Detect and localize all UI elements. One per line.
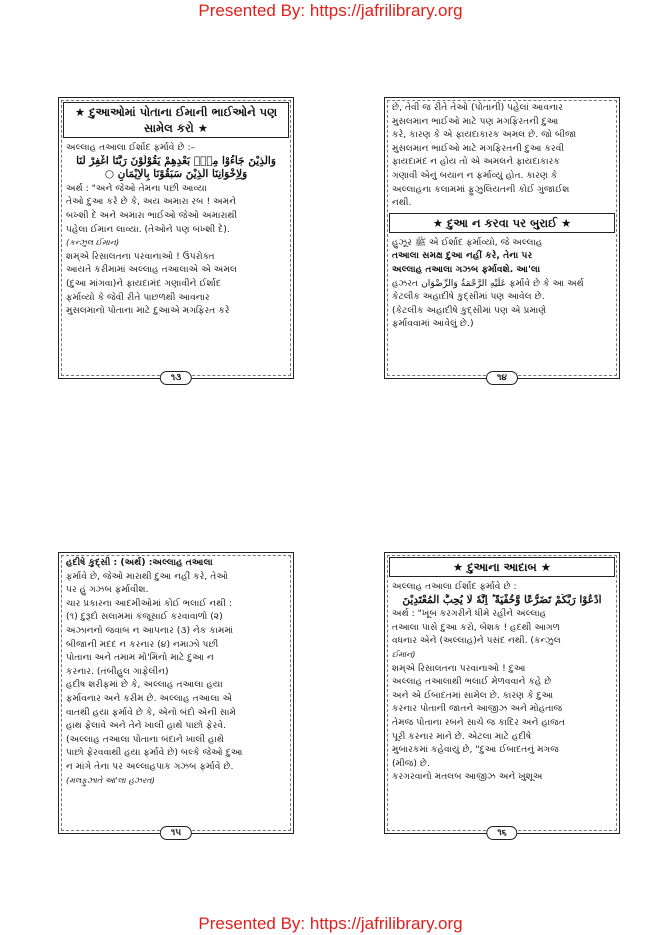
text-line: અને એ ઈબાદતમાં સામેલ છે. કારણ કે દુઆ [392,689,554,701]
text-line: મુસલમાન ભાઈઓ માટે મગફિરતની દુઆ કરવી [392,142,565,154]
text-line: શમ્એ રિસાલતના પરવાનાઓ ! ઉપરોક્ત [66,250,215,262]
text-line: બીજાની મદદ ન કરનાર (૪) નમાઝો પછી [66,638,219,650]
presented-by-banner-bottom[interactable]: Presented By: https://jafrilibrary.org [198,914,463,933]
text-line: મુબારકમાં કહેવાયું છે, "દુઆ ઈબાદતનું મગજ [392,744,559,756]
text-line: અલ્લાહ તઆલાથી ભલાઈ મેળવવાને કહે છે [392,676,552,688]
text-line: હદીષે કુદ્સી : (અર્થ) :અલ્લાહ તઆલા [66,557,213,568]
text-line: ફર્માવે છે, જેઓ મારાથી દુઆ નહીં કરે, તેઓ [66,570,229,582]
section-heading: ★ દુઆ ન કરવા પર બુરાઈ ★ [389,213,615,233]
text-line: અર્થ : "અને જેઓ તેમના પછી આવ્યા [66,182,207,194]
text-line: (દુઆ માંગવા)ને ફાયદામંદ ગણાવીને ઈર્શાદ [66,277,222,289]
text-line: વધનાર એને (અલ્લાહ)ને પસંદ નથી. (કન્ઝુલ [392,635,561,647]
text-line: તઆલા સમક્ષ દુઆ નહીં કરે, તેના પર [392,250,533,262]
text-line: મુસલમાન ભાઈઓ માટે પણ મગફિરતની દુઆ [392,115,559,127]
text-line: છે, તેવી જ રીતે તેઓ (પોતાની) પહેલાં આવનાર [392,102,564,113]
text-line: ફર્માવ્યો કે જેવી રીતે પાછળથી આવનાર [66,291,210,303]
text-line: હુઝૂર ﷺ એ ઈર્શાદ ફર્માવ્યો, જે અલ્લાહ [392,236,543,248]
text-line: અલ્લાહના કલામમાં ફુઝુલિયતની કોઈ ગુંજાઈશ [392,183,570,195]
text-line: વાતથી હયા ફર્માવે છે કે, એનો બંદો એની સામે [66,706,236,718]
text-line: અલ્લાહ તઆલા ગઝબ ફર્માવશે. આ'લા [392,263,541,275]
text-line: પહેલા ઈમાન લાવ્યા. (તેઓને પણ બખ્શી દે). [66,223,230,235]
text-line: તેમજ પોતાના રબને સાચે જ કાદિર અને હાજત [392,716,565,728]
arabic-verse: وَلِاِخْوَانِنَا الَّذِيْنَ سَبَقُوْنَا بِالْاِيْمَانِ ○ [104,168,248,181]
text-line: બખ્શી દે અને અમારા ભાઈઓ જેઓ અમારાથી [66,209,238,221]
citation: (કન્ઝુલ ઈમાન) [66,237,120,248]
text-line: ફર્માવનાર અને કરીમ છે. અલ્લાહ તઆલા એ [66,692,233,704]
text-line: હઝરત عَلَيْهِ الرَّحْمَةُ وَالرِّضْوَان ફર્માવે છે કે આ અર્થ [392,277,584,289]
text-line: (૧) દુરૂદો સલામમાં કંજૂસાઈ કરવાવાળો (૨) [66,611,223,623]
text-line: અલ્લાહ તઆલા ઈર્શાદ ફર્માવે છે : [392,581,517,592]
text-line: પોતાના અને તમામ મો'મિનો માટે દુઆ ન [66,652,214,664]
text-line: કરનાર. (તંબીહુલ ગાફેલીન) [66,665,169,677]
text-line: પર હું ગઝબ ફર્માવીશ. [66,584,149,596]
text-line: હાથ ફેલાવે અને તેને ખાલી હાથે પાછો ફેરવે. [66,720,226,732]
text-line: મુસલમાનો પોતાના માટે દુઆએ મગફિરત કરે [66,305,230,317]
book-page-16 [384,552,620,838]
citation: ઈમાન) [392,648,416,659]
text-line: કરે, કારણ કે એ ફાયદાકારક અમલ છે. જો બીજા [392,129,577,141]
page-number: ૧૩ [160,371,192,385]
citation: (મલફુઝાતે આ'લા હઝરત) [66,774,155,785]
book-page-13 [58,97,294,383]
text-line: અર્થ : "ખૂબ કરગરીને ધીમે રહીને અલ્લાહ [392,608,547,620]
text-line: ન માંગે તેના પર અલ્લાહપાક ગઝબ ફર્માવે છે. [66,760,234,772]
book-page-15 [58,552,294,838]
section-heading: ★ દુઆઓમાં પોતાના ઈમાની ભાઈઓને પણ સામેલ કરો ★ [63,102,289,138]
text-line: ફર્માવવામાં આવેલું છે.) [392,318,474,330]
text-line: આયતે કરીમામાં અલ્લાહ તઆલાએ એ અમલ [66,264,237,276]
text-line: ફાયદામંદ ન હોય તો એ અમલને ફાયદાકારક [392,156,560,168]
page-number: ૧૪ [486,371,518,385]
text-line: કેટલીક અહાદીષે કુદ્સીમાં પણ આવેલ છે. [392,291,545,303]
text-line: તેઓ દુઆ કરે છે કે, અય અમારા રબ ! અમને [66,196,237,208]
text-line: (મીજ) છે. [392,757,430,769]
text-line: (કેટલીક અહાદીષે કુદ્સીમાં પણ એ પ્રમાણે [392,304,547,316]
text-line: નથી. [392,197,412,209]
section-heading: ★ દુઆના આદાબ ★ [389,557,615,577]
text-line: તઆલા પાસે દુઆ કરો, બેશક ! હદથી આગળ [392,621,560,633]
text-line: પાછો ફેરવવાથી હયા ફર્માવે છે) બલ્કે જેઓ દુઆ [66,747,243,759]
text-line: અલ્લાહ તઆલા ઈર્શાદ ફર્માવે છે :– [66,142,196,153]
text-line: ચાર પ્રકારના આદમીઓમાં કોઈ ભલાઈ નથી : [66,597,232,609]
arabic-verse: اُدْعُوْا رَبَّكُمْ تَضَرُّعًا وَّخُفْيَةً ؕ اِنَّهٗ لَا يُحِبُّ الْمُعْتَدِيْنَ [402,593,602,606]
text-line: કરગરવાનો મતલબ આજીઝ અને ખુશૂઅ [392,771,543,783]
text-line: કરનાર પોતાની જાતને આજીઝ અને મોહતાજ [392,703,563,715]
book-page-14 [384,97,620,383]
text-line: અઝાનનો જવાબ ન આપનાર (૩) નેક કામમાં [66,624,234,636]
text-line: હદીષ શરીફમાં છે કે, અલ્લાહ તઆલા હયા [66,679,223,691]
text-line: (અલ્લાહ તઆલા પોતાના બંદાને ખાલી હાથે [66,733,224,745]
text-line: ગણાવી એનું બયાન ન ફર્માવ્યું હોત. કારણ કે [392,169,558,181]
text-line: પૂરી કરનાર માને છે. એટલા માટે હદીષે [392,730,532,742]
text-line: શમ્એ રિસાલતના પરવાનાઓ ! દુઆ [392,662,526,674]
page-number: ૧૫ [160,826,192,840]
arabic-verse: وَالَّذِيْنَ جَآءُوْا مِنْۢ بَعْدِهِمْ يَقُوْلُوْنَ رَبَّنَا اغْفِرْ لَنَا [76,154,276,167]
presented-by-banner-top[interactable]: Presented By: https://jafrilibrary.org [198,1,463,20]
page-number: ૧૬ [486,826,517,840]
